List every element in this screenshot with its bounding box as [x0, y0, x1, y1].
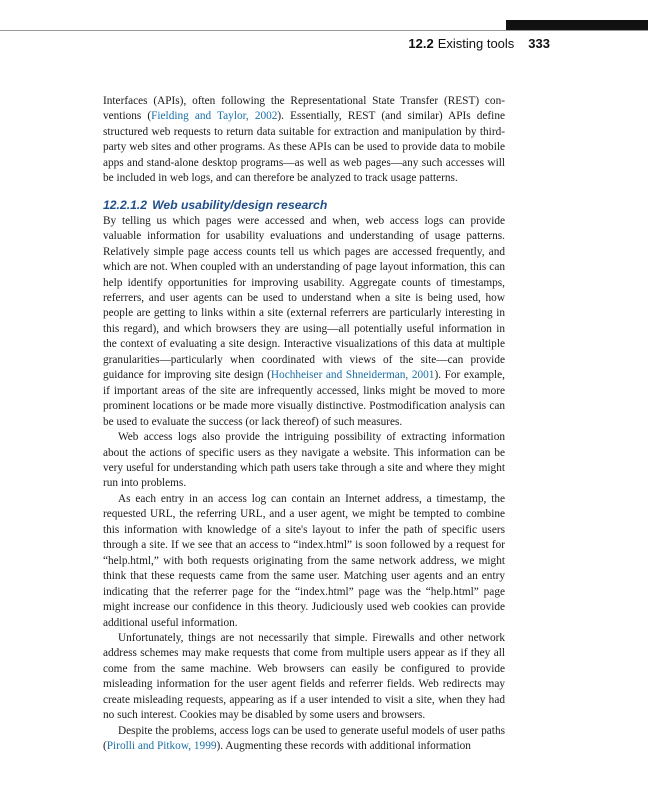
paragraph-access-log-entry: As each entry in an access log can contain an Internet address, a timestamp, the requested URL, the referring URL, and a user agent, we might be tempted to combine this information with knowledge of a site's layout to infer the path of specific users through a site. If we see that an access to “index.html” is soon followed by a request for “help.html,” with both requests originating from the same network address, we might think that these requests came from the same user. Matching user agents and an entry indicating that the referrer page for the “index.html” page was the “help.html” page might increase our confidence in this theory. Judiciously used web cookies can provide additional useful information.	[103, 492, 505, 629]
header-black-bar	[506, 20, 648, 30]
citation-hochheiser-shneiderman[interactable]: Hochheiser and Shneiderman, 2001	[270, 369, 435, 382]
subsection-heading	[103, 197, 505, 213]
citation-fielding-taylor[interactable]: Fielding and Taylor, 2002	[151, 110, 278, 123]
page-number: 333	[528, 36, 550, 51]
paragraph-user-actions: Web access logs also provide the intriguing possibility of extracting information about the actions of specific users as they navigate a website. This information can be very useful for understanding which path users take through a site and where they might run into problems.	[103, 431, 505, 490]
paragraph-unfortunately: Unfortunately, things are not necessarily that simple. Firewalls and other network address schemes may make requests that come from multiple users appear as if they all come from the same machine. Web browsers can easily be configured to provide misleading information for the user agent fields and referrer fields. Web redirects may create misleading requests, appearing as if a user intended to visit a site, when they had no such interest. Cookies may be disabled by some users and browsers.	[103, 631, 505, 722]
section-number: 12.2	[408, 36, 434, 51]
subsection-number: 12.2.1.2	[103, 197, 148, 212]
header-rule	[0, 30, 648, 31]
subsection-title: Web usability/design research	[152, 197, 328, 212]
running-head	[300, 36, 550, 51]
body-text	[103, 94, 505, 755]
paragraph-rest-apis: Interfaces (APIs), often following the Representational State Transfer (REST) conventions (Fielding and Taylor, 2002). Essentially, REST (and similar) APIs define structured web requests to return data suitable for extraction and manipulation by third-party web sites and other programs. As these APIs can be used to provide data to mobile apps and stand-alone desktop programs—as well as web pages—any such accesses will be included in web logs, and can therefore be analyzed to track usage patterns.	[103, 95, 505, 185]
section-title: Existing tools	[437, 36, 515, 51]
paragraph-despite-problems: Despite the problems, access logs can be used to generate useful models of user paths (Pirolli and Pitkow, 1999). Augmenting these records with additional information	[103, 724, 505, 753]
paragraph-usability: By telling us which pages were accessed and when, web access logs can provide valuable information for usability evaluations and understanding of usage patterns. Relatively simple page access counts tell us which pages are accessed frequently, and which are not. When coupled with an understanding of page layout information, this can help identify opportunities for improving usability. Aggregate counts of timestamps, referrers, and user agents can be used to understand when a site is being used, how people are getting to links within a site (external referrers are particularly interesting in this regard), and which browsers they are using—all potentially useful information in the context of evaluating a site design. Interactive visualizations of this data at multiple granularities—particularly when coordinated with views of the site—can provide guidance for improving site design (Hochheiser and Shneiderman, 2001). For example, if important areas of the site are infrequently accessed, links might be moved to more prominent locations or be made more visually distinctive. Postmodification analysis can be used to evaluate the success (or lack thereof) of such measures.	[103, 214, 505, 428]
citation-pirolli-pitkow[interactable]: Pirolli and Pitkow, 1999	[106, 740, 217, 753]
